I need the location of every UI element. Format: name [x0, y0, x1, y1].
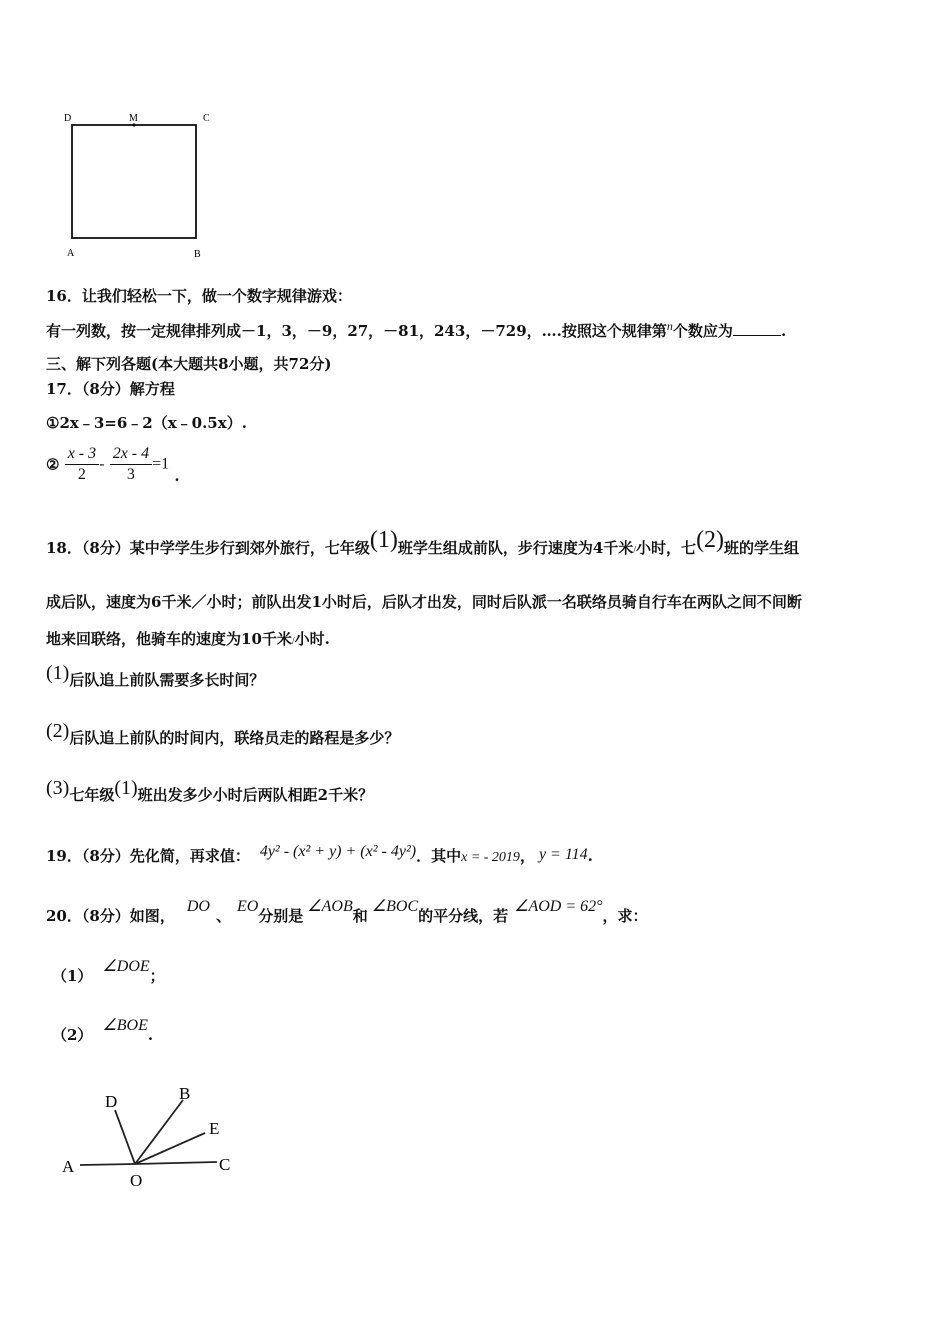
q18-paren2: (2): [696, 527, 725, 553]
ray-od: [115, 1110, 135, 1164]
q20-header: （8分）如图，: [81, 907, 175, 925]
q20-sub1: [52, 958, 165, 986]
q16-n: n: [666, 319, 673, 333]
q17-eq2-label: ②: [46, 455, 60, 474]
q17-header: [46, 378, 175, 399]
q18-line3-a: 地来回联络，他骑车的速度为10千米: [46, 630, 292, 648]
q17-eq2: [46, 444, 180, 485]
q20-aod: ∠AOD = 62°: [514, 898, 603, 915]
q16-number: 16．: [46, 287, 82, 305]
fraction-1: [65, 444, 99, 485]
eq2-rhs: =1: [152, 455, 170, 473]
q18-part-a: （8分）某中学学生步行到郊外旅行，七年级: [81, 539, 370, 557]
q16-sequence: 有一列数，按一定规律排列成－1，3，－9，27，－81，243，－729，….按照这个规律第: [46, 322, 667, 340]
q20-do: DO: [186, 898, 210, 915]
q18-line3: [46, 628, 330, 649]
label-b: B: [179, 1084, 191, 1103]
q20-sep: 、: [215, 907, 231, 925]
fraction-2-num: 2x - 4: [110, 444, 152, 465]
q18-line2: 成后队，速度为6千米／小时；前队出发1小时后，后队才出发，同时后队派一名联络员骑自行车在两队之间不间断: [46, 593, 802, 611]
q20-text2: 的平分线，若: [418, 907, 509, 925]
q20-and: 和: [352, 907, 368, 925]
square-figure: [55, 105, 225, 265]
q18-part-d: 班的学生组: [724, 539, 800, 557]
q18-part-b: 班学生组成前队，步行速度为4千米: [397, 539, 634, 557]
label-c: C: [203, 113, 210, 124]
ray-oc: [135, 1162, 217, 1164]
q20-sub2-end: .: [147, 1026, 154, 1044]
label-a: A: [67, 248, 75, 259]
eq2-end: .: [174, 467, 180, 485]
q20-sub1-label: （1）: [52, 967, 93, 985]
q18-sub3-label: (3): [46, 777, 70, 799]
q18-sub3-text-b: 班出发多少小时后两队相距2千米？: [137, 786, 374, 804]
q18-paren1: (1): [369, 527, 398, 553]
q16-suffix: 个数应为: [672, 322, 733, 340]
q20-sub1-expr: ∠DOE: [102, 958, 150, 975]
q18-line1: [46, 527, 800, 560]
q20-number: 20．: [46, 907, 82, 925]
q20-text1: 分别是: [258, 907, 304, 925]
q17-number: 17．: [46, 380, 82, 398]
section3-title: 三、解下列各题(本大题共8小题，共72分): [46, 355, 332, 373]
q19-x-condition: x = - 2019: [461, 850, 520, 865]
fraction-1-num: x - 3: [65, 444, 99, 465]
q19-mid: ．其中: [416, 847, 462, 865]
q20-sub2-label: （2）: [52, 1026, 93, 1044]
q17-header-text: （8分）解方程: [81, 380, 175, 398]
q20-line: [46, 898, 648, 926]
q20-eo: EO: [236, 898, 259, 915]
q20-boc: ∠BOC: [371, 898, 419, 915]
q20-sub1-end: ；: [149, 967, 165, 985]
q20-text3: ，求：: [602, 907, 648, 925]
q18-sub3-paren: (1): [114, 777, 138, 799]
label-e: E: [209, 1119, 220, 1138]
q19-y-condition: y = 114: [538, 846, 588, 863]
fraction-2-den: 3: [126, 466, 135, 483]
q20-sub2: [52, 1017, 154, 1045]
label-d: D: [64, 113, 72, 124]
q18-line3-slash: /: [291, 636, 295, 647]
label-m: M: [129, 113, 138, 124]
q18-sub1-label: (1): [46, 662, 70, 684]
q18-sub3: [46, 777, 374, 806]
q18-number: 18．: [46, 539, 82, 557]
q16-intro: 让我们轻松一下，做一个数字规律游戏：: [81, 287, 352, 305]
angle-figure: [55, 1080, 255, 1195]
label-o: O: [130, 1171, 143, 1190]
label-c: C: [219, 1155, 231, 1174]
q19-comma: ，: [519, 847, 535, 865]
fraction-2: [110, 444, 152, 485]
ray-ob: [135, 1100, 183, 1164]
q16-end: .: [780, 322, 787, 340]
square: [72, 125, 196, 238]
fraction-1-den: 2: [77, 466, 86, 483]
q19-line: [46, 845, 593, 866]
minus-sign: -: [99, 455, 105, 473]
q18-sub3-text-a: 七年级: [69, 786, 115, 804]
q18-sub1-text: 后队追上前队需要多长时间？: [69, 671, 265, 689]
label-b: B: [194, 249, 201, 260]
label-d: D: [105, 1092, 118, 1111]
q18-sub1: [46, 662, 265, 691]
q18-sub2-label: (2): [46, 720, 70, 742]
q16-line2: [46, 319, 786, 341]
q16-line1: [46, 285, 352, 306]
q19-number: 19．: [46, 847, 82, 865]
ray-oa: [80, 1164, 135, 1165]
q19-header: （8分）先化简，再求值：: [81, 847, 250, 865]
q18-line3-b: 小时.: [294, 630, 330, 648]
q19-end: .: [587, 847, 593, 865]
answer-blank: [733, 321, 781, 336]
q20-sub2-expr: ∠BOE: [102, 1017, 148, 1034]
q18-sub2: [46, 720, 400, 749]
q18-slash1: /: [633, 545, 637, 556]
q20-aob: ∠AOB: [307, 898, 353, 915]
q18-part-c: 小时，七: [636, 539, 697, 557]
label-a: A: [62, 1157, 75, 1176]
q19-expression: 4y² - (x² + y) + (x² - 4y²): [259, 843, 417, 860]
q17-eq1: ①2x﹣3=6﹣2（x﹣0.5x）.: [46, 414, 247, 432]
q18-sub2-text: 后队追上前队的时间内，联络员走的路程是多少？: [69, 729, 400, 747]
